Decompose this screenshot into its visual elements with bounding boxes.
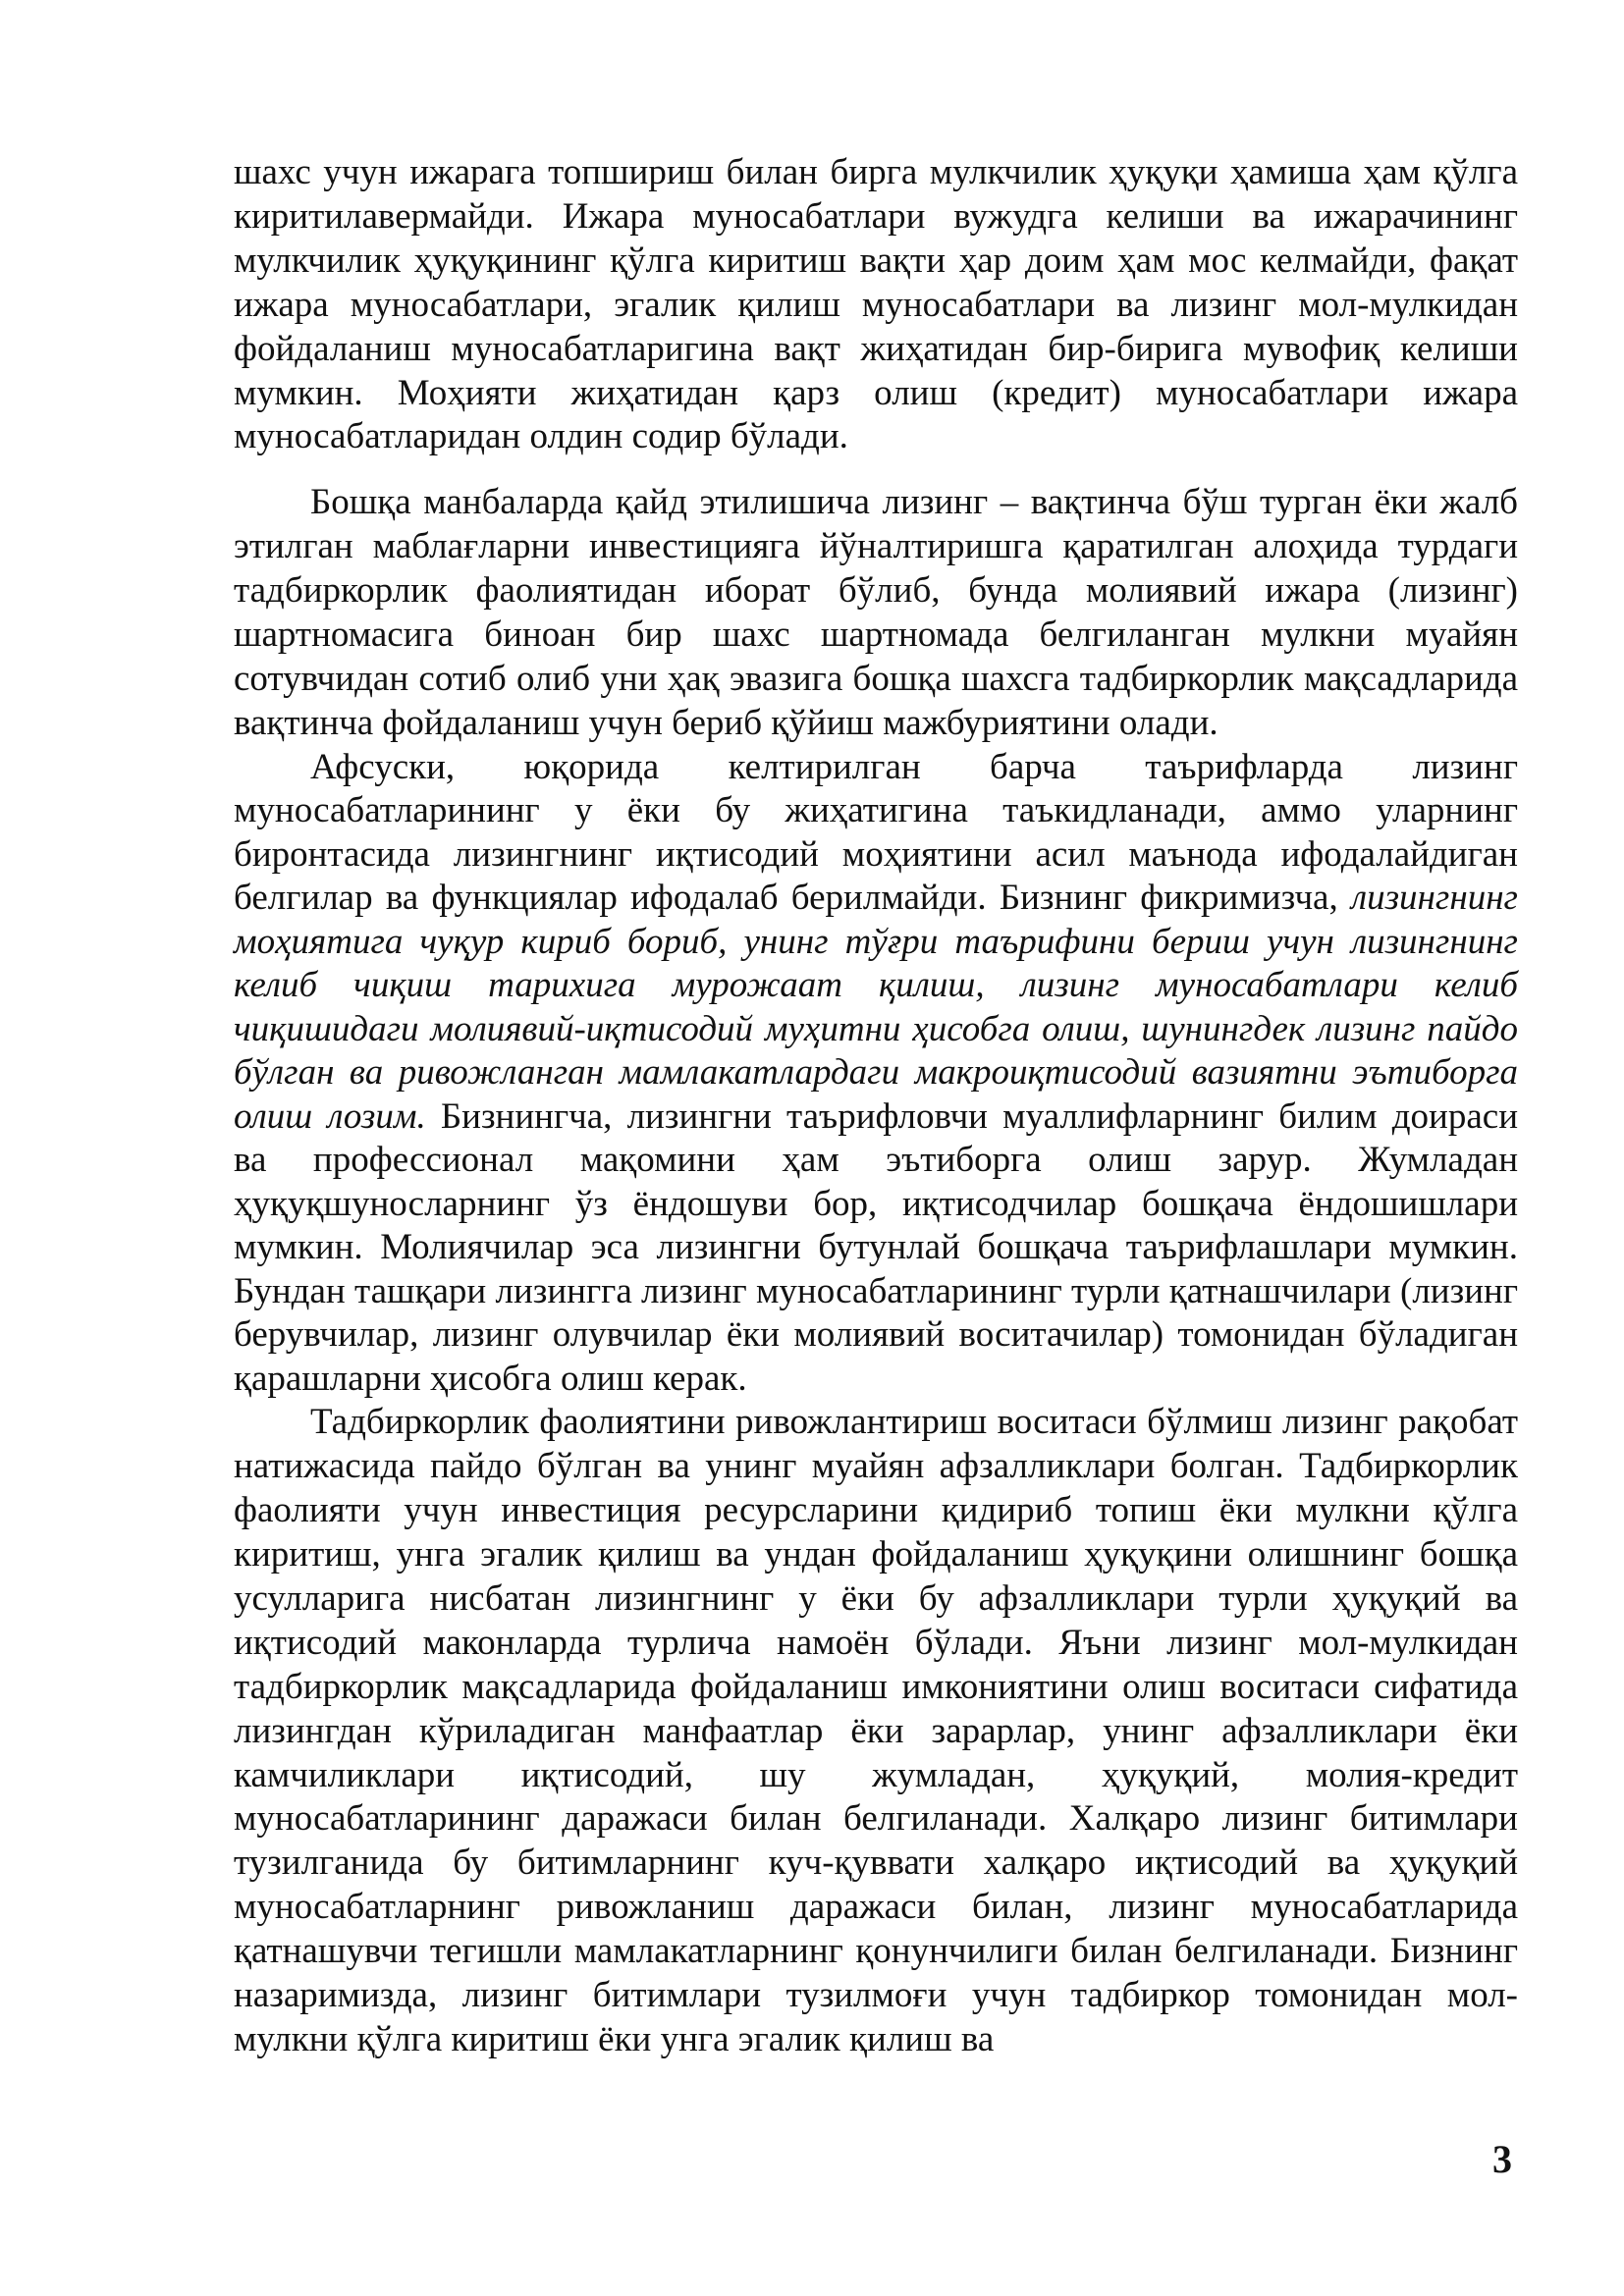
document-page xyxy=(234,151,1518,2062)
paragraph-3 xyxy=(234,746,1518,1402)
page-number: 3 xyxy=(1492,2137,1512,2181)
paragraph-2: Бошқа манбаларда қайд этилишича лизинг – вақтинча бўш турган ёки жалб этилган маблағларни инвестицияга йўналтиришга қаратилган алоҳида турдаги тадбиркорлик фаолиятидан иборат бўлиб, бунда молиявий ижара (лизинг) шартномасига биноан бир шахс шартномада белгиланган мулкни муайян сотувчидан сотиб олиб уни ҳақ эвазига бошқа шахсга тадбиркорлик мақсадларида вақтинча фойдаланиш учун бериб қўйиш мажбуриятини олади. xyxy=(234,482,1518,743)
paragraph-3-tail: Бизнингча, лизингни таърифловчи муаллифларнинг билим доираси ва профессионал мақомини ҳам эътиборга олиш зарур. Жумладан ҳуқуқшуносларнинг ўз ёндошуви бор, иқтисодчилар бошқача ёндошишлари мумкин. Молиячилар эса лизингни бутунлай бошқача таърифлашлари мумкин. Бундан ташқари лизингга лизинг муносабатларининг турли қатнашчилари (лизинг берувчилар, лизинг олувчилар ёки молиявий воситачилар) томонидан бўладиган қарашларни ҳисобга олиш керак. xyxy=(234,1095,1518,1399)
paragraph-1: шахс учун ижарага топшириш билан бирга мулкчилик ҳуқуқи ҳамиша ҳам қўлга киритилавермайди. Ижара муносабатлари вужудга келиши ва ижарачининг мулкчилик ҳуқуқининг қўлга киритиш вақти ҳар доим ҳам мос келмайди, фақат ижара муносабатлари, эгалик қилиш муносабатлари ва лизинг мол-мулкидан фойдаланиш муносабатларигина вақт жиҳатидан бир-бирига мувофиқ келиши мумкин. Моҳияти жиҳатидан қарз олиш (кредит) муносабатлари ижара муносабатларидан олдин содир бўлади. xyxy=(234,152,1518,457)
paragraph-3-lead: Афсуски, юқорида келтирилган барча таърифларда лизинг муносабатларининг у ёки бу жиҳатигина таъкидланади, аммо уларнинг биронтасида лизингнинг иқтисодий моҳиятини асил маънода ифодалайдиган белгилар ва функциялар ифодалаб берилмайди. Бизнинг фикримизча, xyxy=(234,746,1518,919)
paragraph-3-emphasis: лизингнинг моҳиятига чуқур кириб бориб, унинг тўғри таърифини бериш учун лизингнинг келиб чиқиш тарихига мурожаат қилиш, лизинг муносабатлари келиб чиқишидаги молиявий-иқтисодий муҳитни ҳисобга олиш, шунингдек лизинг пайдо бўлган ва ривожланган мамлакатлардаги макроиқтисодий вазиятни эътиборга олиш лозим. xyxy=(234,878,1518,1137)
paragraph-4: Тадбиркорлик фаолиятини ривожлантириш воситаси бўлмиш лизинг рақобат натижасида пайдо бўлган ва унинг муайян афзалликлари болган. Тадбиркорлик фаолияти учун инвестиция ресурсларини қидириб топиш ёки мулкни қўлга киритиш, унга эгалик қилиш ва ундан фойдаланиш ҳуқуқини олишнинг бошқа усулларига нисбатан лизингнинг у ёки бу афзалликлари турли ҳуқуқий ва иқтисодий маконларда турлича намоён бўлади. Яъни лизинг мол-мулкидан тадбиркорлик мақсадларида фойдаланиш имкониятини олиш воситаси сифатида лизингдан кўриладиган манфаатлар ёки зарарлар, унинг афзалликлари ёки камчиликлари иқтисодий, шу жумладан, ҳуқуқий, молия-кредит муносабатларининг даражаси билан белгиланади. Халқаро лизинг битимлари тузилганида бу битимларнинг куч-қуввати халқаро иқтисодий ва ҳуқуқий муносабатларнинг ривожланиш даражаси билан, лизинг муносабатларида қатнашувчи тегишли мамлакатларнинг қонунчилиги билан белгиланади. Бизнинг назаримизда, лизинг битимлари тузилмоғи учун тадбиркор томонидан мол-мулкни қўлга киритиш ёки унга эгалик қилиш ва xyxy=(234,1402,1518,2059)
